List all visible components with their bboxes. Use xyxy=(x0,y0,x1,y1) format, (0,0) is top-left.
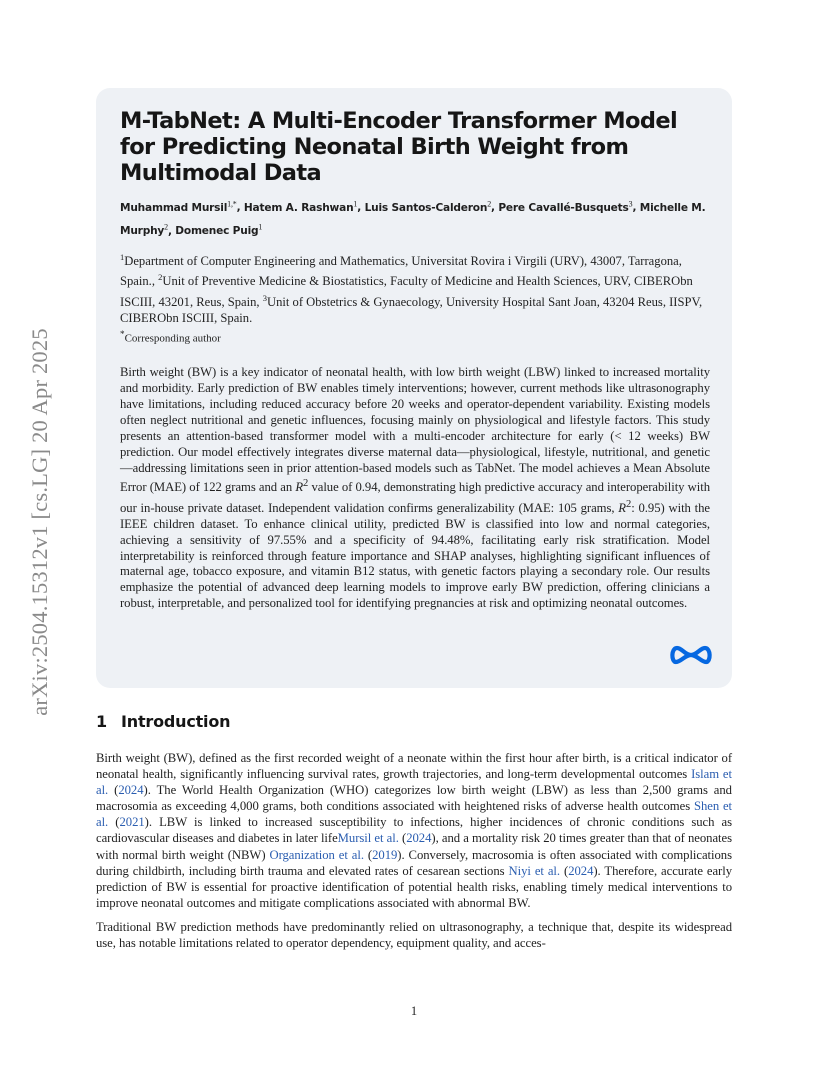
citation-link[interactable]: Shen et al. xyxy=(96,799,732,830)
paper-title: M-TabNet: A Multi-Encoder Transformer Model for Predicting Neonatal Birth Weight from Multimodal Data xyxy=(120,108,678,186)
title-block xyxy=(96,88,732,688)
author: Hatem A. Rashwan$^1$ xyxy=(243,199,358,214)
citation-year-link[interactable]: 2021 xyxy=(119,815,145,830)
citation-link[interactable]: Niyi et al. xyxy=(508,863,561,878)
affiliations: $^1$Department of Computer Engineering and Mathematics, Universitat Rovira i Virgili (URV), 43007, Tarragona, Spain., $^2$Unit of Preventive Medicine & Biostatistics, Faculty of Medicine and Health Sciences, URV, CIBERObn ISCIII, 43201, Reus, Spain, $^3$Unit of Obstetrics & Gynaecology, University Hospital Sant Joan, 43204 Reus, IISPV, CIBERObn ISCIII, Spain. xyxy=(120,252,703,326)
author-list: Muhammad Mursil$^{1,*}$, Hatem A. Rashwan$^1$, Luis Santos-Calderon$^2$, Pere Cavallé-Busquets$^3$, Michelle M. Murphy$^2$, Domenec Puig$^1$ xyxy=(120,199,706,238)
author: Luis Santos-Calderon$^2$ xyxy=(364,199,492,214)
author: Pere Cavallé-Busquets$^3$ xyxy=(498,199,633,214)
introduction-body xyxy=(96,750,732,959)
page-number: 1 xyxy=(410,1004,418,1018)
arxiv-id-text: arXiv:2504.15312v1 [cs.LG] 20 Apr 2025 xyxy=(27,328,52,716)
citation-year-link[interactable]: 2024 xyxy=(118,783,144,798)
citation-year-link[interactable]: 2024 xyxy=(568,863,594,878)
arxiv-identifier-stamp xyxy=(22,287,58,757)
paragraph: Birth weight (BW), defined as the first recorded weight of a neonate within the first hour after birth, is a critical indicator of neonatal health, significantly influencing survival rates, growth trajectories, and long-term developmental outcomes Islam et al. (2024). The World Health Organization (WHO) categorizes low birth weight (LBW) as less than 2,500 grams and macrosomia as exceeding 4,000 grams, both conditions associated with heightened risks of adverse health outcomes Shen et al. (2021). LBW is linked to increased susceptibility to infections, higher incidences of chronic conditions such as cardiovascular diseases and diabetes in later lifeMursil et al. (2024), and a mortality risk 20 times greater than that of neonates with normal birth weight (NBW) Organization et al. (2019). Conversely, macrosomia is often associated with complications during childbirth, including birth trauma and elevated rates of cesarean sections Niyi et al. (2024). Therefore, accurate early prediction of BW is essential for proactive identification of potential health risks, enabling timely medical interventions to improve neonatal outcomes and mitigate complications associated with abnormal BW. xyxy=(96,751,732,910)
author: Muhammad Mursil$^{1,*}$ xyxy=(120,199,237,214)
corresponding-author-note: *Corresponding author xyxy=(120,329,221,346)
meta-logo-icon xyxy=(672,648,709,662)
citation-link[interactable]: Organization et al. xyxy=(269,847,364,862)
paragraph: Traditional BW prediction methods have predominantly relied on ultrasonography, a technique that, despite its widespread use, has notable limitations related to operator dependency, equipment quality, and acces- xyxy=(96,919,732,951)
citation-year-link[interactable]: 2019 xyxy=(372,847,398,862)
author: Domenec Puig$^1$ xyxy=(175,222,263,238)
section-heading-introduction: 1 Introduction xyxy=(96,712,231,731)
citation-link[interactable]: Mursil et al. xyxy=(337,831,399,846)
meta-logo xyxy=(670,642,712,668)
citation-year-link[interactable]: 2024 xyxy=(406,831,432,846)
author: Michelle M. Murphy$^2$ xyxy=(120,201,706,238)
abstract: Birth weight (BW) is a key indicator of neonatal health, with low birth weight (LBW) linked to increased mortality and morbidity. Early prediction of BW enables timely interventions; however, current methods like ultrasonography have limitations, including reduced accuracy before 20 weeks and operator-dependent variability. Existing models often neglect nutritional and genetic influences, focusing mainly on physiological and lifestyle factors. This study presents an attention-based transformer model with a multi-encoder architecture for early (< 12 weeks) BW prediction. Our model effectively integrates diverse maternal data—physiological, lifestyle, nutritional, and genetic—addressing limitations seen in prior attention-based models such as TabNet. The model achieves a Mean Absolute Error (MAE) of 122 grams and an $R^2$ value of 0.94, demonstrating high predictive accuracy and interoperability with our in-house private dataset. Independent validation confirms generalizability (MAE: 105 grams, $R^2$: 0.95) with the IEEE children dataset. To enhance clinical utility, predicted BW is classified into low and normal categories, achieving a sensitivity of 97.55% and a specificity of 94.48%, facilitating early risk stratification. Model interpretability is reinforced through feature importance and SHAP analyses, highlighting significant influences of maternal age, tobacco exposure, and vitamin B12 status, with genetic factors playing a secondary role. Our results emphasize the potential of advanced deep learning models to improve early BW prediction, offering clinicians a robust, interpretable, and personalized tool for identifying pregnancies at risk and optimizing neonatal outcomes. xyxy=(120,365,710,611)
citation-link[interactable]: Islam et al. xyxy=(96,767,732,798)
